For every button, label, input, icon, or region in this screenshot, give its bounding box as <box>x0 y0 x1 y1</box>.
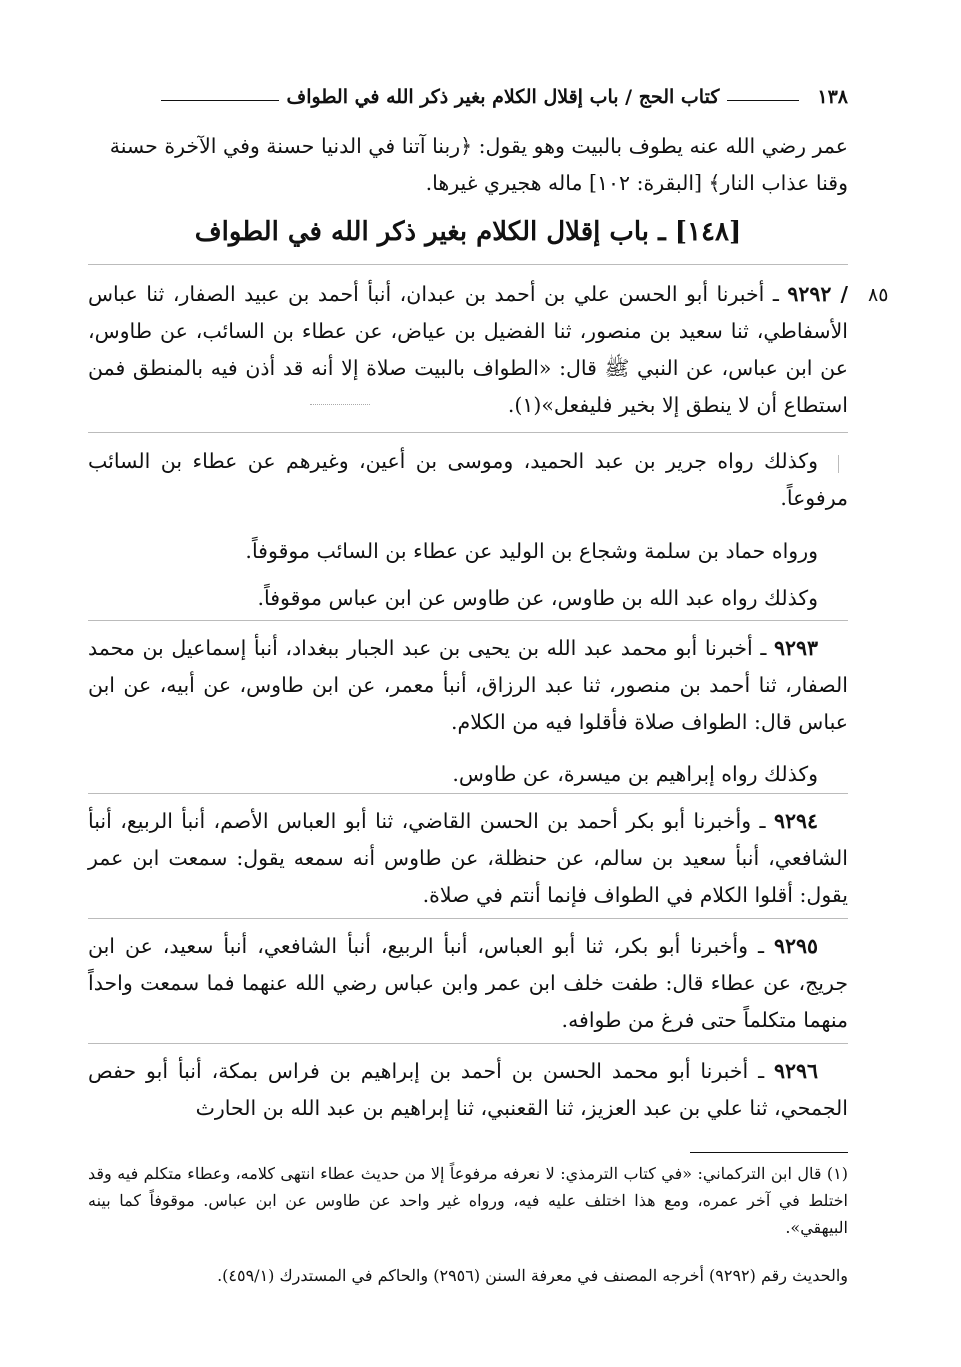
hadith-text: ـ وأخبرنا أبو بكر، ثنا أبو العباس، أنبأ الربيع، أنبأ الشافعي، أنبأ سعيد، عن ابن جريج، عن عطاء قال: طفت خلف ابن عمر وابن عباس رضي الله عنهما فما سمعت واحداً منهما متكلماً حتى فرغ من طوافه. <box>88 934 848 1032</box>
hadith-text: ـ أخبرنا أبو الحسن علي بن أحمد بن عبدان، أنبأ أحمد بن عبيد الصفار، ثنا عباس الأسفاطي، ثنا سعيد بن منصور، ثنا الفضيل بن عياض، عن عطاء بن السائب، عن طاوس، عن ابن عباس، عن النبي ﷺ قال: «الطواف بالبيت صلاة إلا أنه قد أذن فيه بالمنطق فمن استطاع أن لا ينطق إلا بخير فليفعل»(١). <box>88 282 848 417</box>
hadith-text: ـ أخبرنا أبو محمد الحسن بن أحمد بن إبراهيم بن فراس بمكة، أنبأ أبو حفص الجمحي، ثنا علي بن عبد العزيز، ثنا القعنبي، ثنا إبراهيم بن عبد الله بن الحارث <box>88 1059 848 1120</box>
running-title: كتاب الحج / باب إقلال الكلام بغير ذكر الله في الطواف <box>286 86 720 108</box>
footnote-rule <box>690 1152 848 1153</box>
separator-line <box>88 620 848 621</box>
hadith-9296 <box>88 1053 848 1127</box>
separator-line <box>88 793 848 794</box>
footnote-1: (١) قال ابن التركماني: «في كتاب الترمذي: لا نعرفه مرفوعاً إلا من حديث عطاء انتهى كلامه، وعطاء متكلم فيه وقد اختلط في آخر عمره، ومع هذا اختلف عليه فيه، ورواه غير واحد عن طاوس عن ابن عباس. موقوفاً كما بينه البيهقي». <box>88 1164 848 1237</box>
paragraph-hammad: ورواه حماد بن سلمة وشجاع بن الوليد عن عطاء بن السائب موقوفاً. <box>245 539 818 563</box>
paragraph-ibrahim: وكذلك رواه إبراهيم بن ميسرة، عن طاوس. <box>452 762 818 786</box>
hadith-number: ٩٢٩٣ <box>773 636 818 660</box>
chapter-title: [١٤٨] ـ باب إقلال الكلام بغير ذكر الله في الطواف <box>194 217 742 247</box>
running-header <box>88 74 848 108</box>
intro-paragraph <box>88 128 848 202</box>
header-rule <box>161 100 279 101</box>
margin-page-number: ٨٥ <box>868 284 889 306</box>
hadith-text: ـ أخبرنا أبو محمد عبد الله بن يحيى بن عبد الجبار ببغداد، أنبأ إسماعيل بن محمد الصفار، ثنا أحمد بن منصور، ثنا عبد الرزاق، أنبأ معمر، عن ابن طاوس، عن أبيه، عن ابن عباس قال: الطواف صلاة فأقلوا فيه من الكلام. <box>88 636 848 734</box>
page-number: ١٣٨ <box>817 86 848 108</box>
hadith-9295 <box>88 928 848 1039</box>
header-rule <box>727 100 799 101</box>
hadith-text: ـ وأخبرنا أبو بكر أحمد بن الحسن القاضي، ثنا أبو العباس الأصم، أنبأ الربيع، أنبأ الشافعي، أنبأ سعيد بن سالم، عن حنظلة، عن طاوس أنه سمعه يقول: سمعت ابن عمر يقول: أقلوا الكلام في الطواف فإنما أنتم في صلاة. <box>88 809 848 907</box>
dotted-mark <box>310 404 370 405</box>
hadith-number: ٩٢٩٤ <box>773 809 818 833</box>
separator-line <box>88 432 848 433</box>
hadith-number: / ٩٢٩٢ <box>787 282 849 306</box>
separator-line <box>88 264 848 265</box>
paragraph-kadhalik-2: وكذلك رواه عبد الله بن طاوس، عن طاوس عن ابن عباس موقوفاً. <box>257 586 818 610</box>
hadith-9294 <box>88 803 848 914</box>
hadith-number: ٩٢٩٥ <box>773 934 818 958</box>
hadith-number: ٩٢٩٦ <box>773 1059 818 1083</box>
intro-line-1: عمر رضي الله عنه يطوف بالبيت وهو يقول: ﴿ربنا آتنا في الدنيا حسنة وفي الآخرة حسنة <box>109 134 848 158</box>
intro-line-2: وقنا عذاب النار﴾ [البقرة: ١٠٢] ماله هجيري غيرها. <box>425 171 848 195</box>
separator-line <box>88 918 848 919</box>
hadith-9292 <box>88 276 848 424</box>
separator-line <box>88 1043 848 1044</box>
footnote-reference: والحديث رقم (٩٢٩٢) أخرجه المصنف في معرفة السنن (٢٩٥٦) والحاكم في المستدرك (٤٥٩/١). <box>217 1266 848 1285</box>
hadith-9293 <box>88 630 848 741</box>
paragraph-kadhalik-1: وكذلك رواه جرير بن عبد الحميد، وموسى بن أعين، وغيرهم عن عطاء بن السائب مرفوعاً. <box>88 449 848 510</box>
